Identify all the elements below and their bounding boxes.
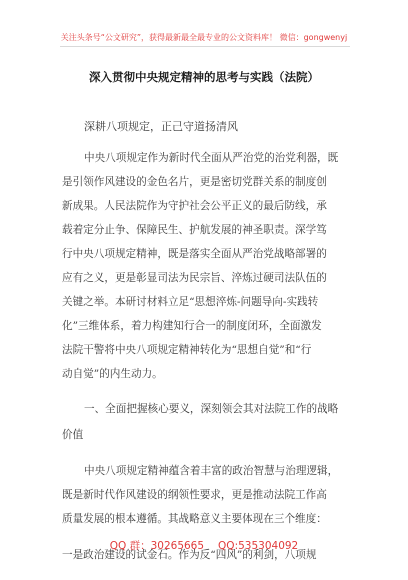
paragraph-line: 行中央八项规定精神，既是落实全面从严治党战略部署的 [62, 248, 327, 260]
document-title: 深入贯彻中央规定精神的思考与实践（法院） [89, 70, 319, 84]
paragraph-line: 关键之举。本研讨材料立足“思想淬炼-问题导向-实践转 [62, 296, 319, 308]
paragraph-line: 新成果。人民法院作为守护社会公平正义的最后防线，承 [62, 200, 327, 212]
paragraph-line: 应有之义，更是彰显司法为民宗旨、淬炼过硬司法队伍的 [62, 272, 327, 284]
paragraph-line: 既是新时代作风建设的纲领性要求，更是推动法院工作高 [62, 489, 327, 501]
header-divider [60, 46, 350, 47]
document-subheading: 深耕八项规定，正己守道扬清风 [84, 120, 238, 133]
paragraph-line: 质量发展的根本遵循。其战略意义主要体现在三个维度： [62, 513, 327, 525]
paragraph-line: 化”三维体系，着力构建知行合一的制度闭环，全面激发 [62, 320, 322, 332]
paragraph-line: 中央八项规定作为新时代全面从严治党的治党利器，既 [84, 152, 339, 164]
paragraph-line: 法院干警将中央八项规定精神转化为“思想自觉”和“行 [62, 344, 312, 356]
paragraph-line: 是引领作风建设的金色名片，更是密切党群关系的制度创 [62, 176, 327, 188]
paragraph-line: 一是政治建设的试金石。作为反“四风”的利剑，八项规 [62, 549, 317, 561]
section-heading-line: 价值 [62, 429, 84, 441]
paragraph-line: 载着定分止争、保障民生、护航发展的神圣职责。深学笃 [62, 224, 327, 236]
paragraph-line: 中央八项规定精神蕴含着丰富的政治智慧与治理逻辑， [84, 465, 339, 477]
header-banner: 关注头条号“公文研究”，获得最新最全最专业的公文资料库！ 微信：gongwenyj [60, 33, 348, 42]
section-heading-line: 一、全面把握核心要义，深刻领会其对法院工作的战略 [84, 403, 339, 415]
footer-qq-number: QQ:535304092 [218, 540, 299, 552]
footer-contact [0, 538, 408, 553]
paragraph-line: 动自觉”的内生动力。 [62, 368, 163, 380]
footer-qq-group: QQ 群：30265665 [109, 540, 205, 552]
